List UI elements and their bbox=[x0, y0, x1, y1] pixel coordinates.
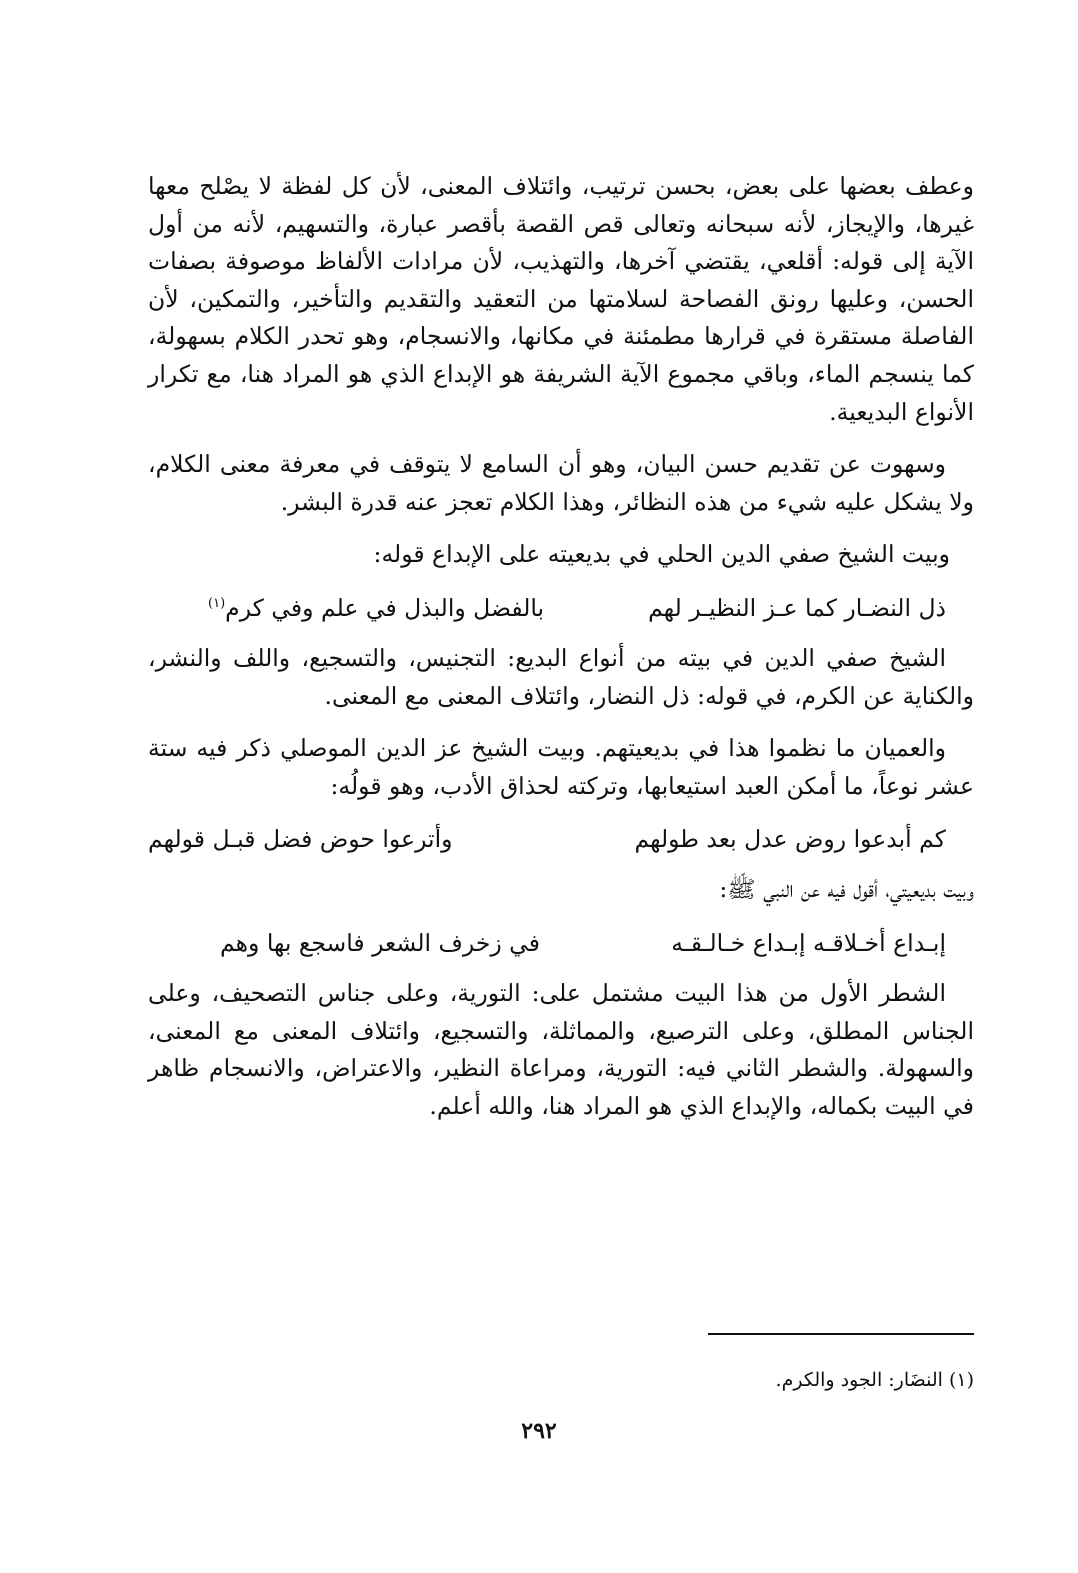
paragraph: وعطف بعضها على بعض، بحسن ترتيب، وائتلاف المعنى، لأن كل لفظة لا يصْلح معها غيرها، والإيجاز، لأنه سبحانه وتعالى قص القصة بأقصر عبارة، والتسهيم، لأنه من أول الآية إلى قوله: أقلعي، يقتضي آخرها، والتهذيب، لأن مرادات الألفاظ موصوفة بصفات الحسن، وعليها رونق الفصاحة لسلامتها من التعقيد والتقديم والتأخير، والتمكين، لأن الفاصلة مستقرة في قرارها مطمئنة في مكانها، والانسجام، وهو تحدر الكلام بسهولة، كما ينسجم الماء، وباقي مجموع الآية الشريفة هو الإبداع الذي هو المراد هنا، مع تكرار الأنواع البديعية. bbox=[148, 172, 974, 426]
verse-line bbox=[148, 589, 974, 627]
paragraph: وسهوت عن تقديم حسن البيان، وهو أن السامع لا يتوقف في معرفة معنى الكلام، ولا يشكل عليه شيء من هذه النظائر، وهذا الكلام تعجز عنه قدرة البشر. bbox=[148, 450, 974, 516]
paragraph: الشيخ صفي الدين في بيته من أنواع البديع: التجنيس، والتسجيع، واللف والنشر، والكناية عن الكرم، في قوله: ذل النضار، وائتلاف المعنى مع المعنى. bbox=[148, 643, 974, 710]
verse-second-hemistich: وأترعوا حوض فضل قبـل قولهم bbox=[148, 825, 453, 854]
paragraph: الشطر الأول من هذا البيت مشتمل على: التورية، وعلى جناس التصحيف، وعلى الجناس المطلق، وعلى الترصيع، والمماثلة، والتسجيع، وائتلاف المعنى مع المعنى، والسهولة. والشطر الثاني فيه: التورية، ومراعاة النظير، والاعتراض، والانسجام ظاهر في البيت بكماله، والإبداع الذي هو المراد هنا، والله أعلم. bbox=[148, 978, 974, 1120]
verse-first-hemistich: ذل النضـار كما عـز النظيـر لهم bbox=[648, 593, 946, 622]
paragraph: والعميان ما نظموا هذا في بديعيتهم. وبيت الشيخ عز الدين الموصلي ذكر فيه ستة عشر نوعاً، ما أمكن العبد استيعابها، وتركته لحذاق الأدب، وهو قولُه: bbox=[148, 734, 974, 800]
footnote-divider bbox=[708, 1333, 974, 1335]
verse-line bbox=[148, 820, 974, 858]
verse-second-hemistich: في زخرف الشعر فاسجع بها وهم bbox=[220, 928, 541, 957]
footnote: (١) النضَار: الجود والكرم. bbox=[775, 1369, 974, 1391]
page-number: ٢٩٢ bbox=[521, 1418, 557, 1444]
verse-first-hemistich: إبـداع أخـلاقـه إبـداع خـالـقـه bbox=[671, 928, 946, 957]
verse-first-hemistich: كم أبدعوا روض عدل بعد طولهم bbox=[634, 825, 946, 854]
paragraph: وبيت الشيخ صفي الدين الحلي في بديعيته على الإبداع قوله: bbox=[373, 540, 950, 569]
verse-second-text: بالفضل والبذل في علم وفي كرم bbox=[225, 593, 545, 622]
paragraph: وبيت بديعيتي، أقول فيه عن النبي ﷺ: bbox=[719, 875, 974, 904]
verse-line bbox=[148, 924, 974, 962]
verse-second-hemistich bbox=[208, 589, 544, 627]
footnote-ref: (١) bbox=[208, 596, 226, 612]
page-body bbox=[148, 168, 974, 1140]
